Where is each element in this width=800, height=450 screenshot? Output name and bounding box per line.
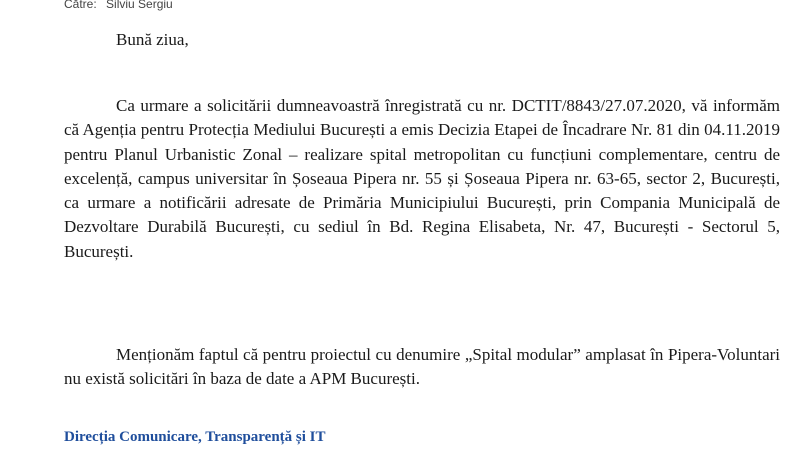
- recipient-line: [64, 0, 173, 11]
- body-paragraph-1: Ca urmare a solicitării dumneavoastră înregistrată cu nr. DCTIT/8843/27.07.2020, vă informăm că Agenția pentru Protecția Mediului București a emis Decizia Etapei de Încadrare Nr. 81 din 04.11.2019 pentru Planul Urbanistic Zonal – realizare spital metropolitan cu funcțiuni complementare, centru de excelență, campus universitar în Șoseaua Pipera nr. 55 și Șoseaua Pipera nr. 63-65, sector 2, București, ca urmare a notificării adresate de Primăria Municipiului București, prin Compania Municipală de Dezvoltare Durabilă București, cu sediul în Bd. Regina Elisabeta, Nr. 47, București - Sectorul 5, București.: [64, 96, 780, 261]
- signature-department: Direcția Comunicare, Transparență și IT: [64, 429, 326, 445]
- body-paragraph-2: Menționăm faptul că pentru proiectul cu denumire „Spital modular” amplasat în Pipera-Voluntari nu există solicitări în baza de date a APM București.: [64, 345, 780, 389]
- recipient-name: Silviu Sergiu: [106, 0, 173, 11]
- recipient-label: Către:: [64, 0, 97, 11]
- greeting: Bună ziua,: [116, 30, 189, 49]
